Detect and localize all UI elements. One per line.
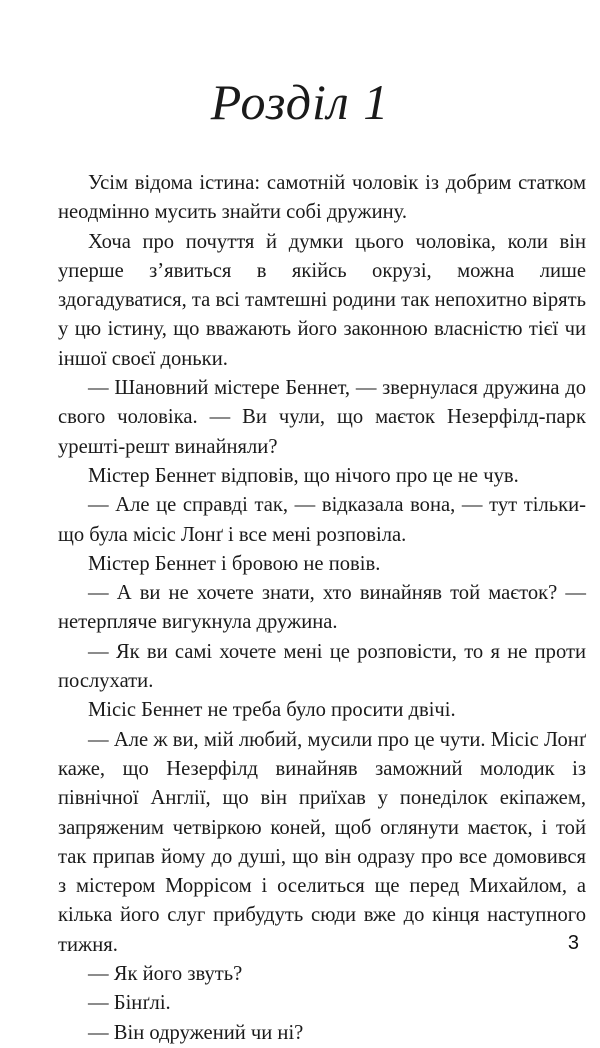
paragraph: — Але це справді так, — відказала вона, — тут тільки-що була місіс Лонґ і все мені розповіла.: [58, 494, 586, 546]
chapter-text: [58, 169, 586, 1048]
paragraph: Хоча про почуття й думки цього чоловіка, коли він уперше з’явиться в якійсь окрузі, можна лише здогадуватися, та всі тамтешні родини так непохитно вірять у цю істину, що вважають його законною власністю тієї чи іншої своєї доньки.: [58, 230, 586, 370]
paragraph: — Шановний містере Беннет, — звернулася дружина до свого чоловіка. — Ви чули, що маєток Незерфілд-парк урешті-решт винайняли?: [58, 377, 586, 458]
paragraph: Містер Беннет відповів, що нічого про це не чув.: [88, 464, 519, 487]
paragraph: — Як його звуть?: [88, 963, 243, 986]
chapter-title: Розділ 1: [210, 74, 390, 130]
paragraph: — Але ж ви, мій любий, мусили про це чути. Місіс Лонґ каже, що Незерфілд винайняв заможний молодик із північної Англії, що він приїхав у понеділок екіпажем, запряженим четвіркою коней, щоб оглянути маєток, і той так припав йому до душі, що він одразу про все домовився з містером Моррісом і оселиться ще перед Михайлом, а кілька його слуг прибудуть сюди вже до кінця наступного тижня.: [58, 728, 586, 956]
paragraph: — Він одружений чи ні?: [88, 1021, 304, 1044]
paragraph: Усім відома істина: самотній чоловік із добрим статком неодмінно мусить знайти собі дружину.: [58, 172, 586, 224]
paragraph: — А ви не хочете знати, хто винайняв той маєток? — нетерпляче вигукнула дружина.: [58, 582, 586, 634]
paragraph: Місіс Беннет не треба було просити двічі.: [88, 699, 456, 722]
paragraph: Містер Беннет і бровою не повів.: [88, 552, 381, 575]
page-number: 3: [567, 932, 579, 954]
paragraph: — Як ви самі хочете мені це розповісти, то я не проти послухати.: [58, 640, 586, 693]
paragraph: — Бінґлі.: [88, 992, 171, 1015]
